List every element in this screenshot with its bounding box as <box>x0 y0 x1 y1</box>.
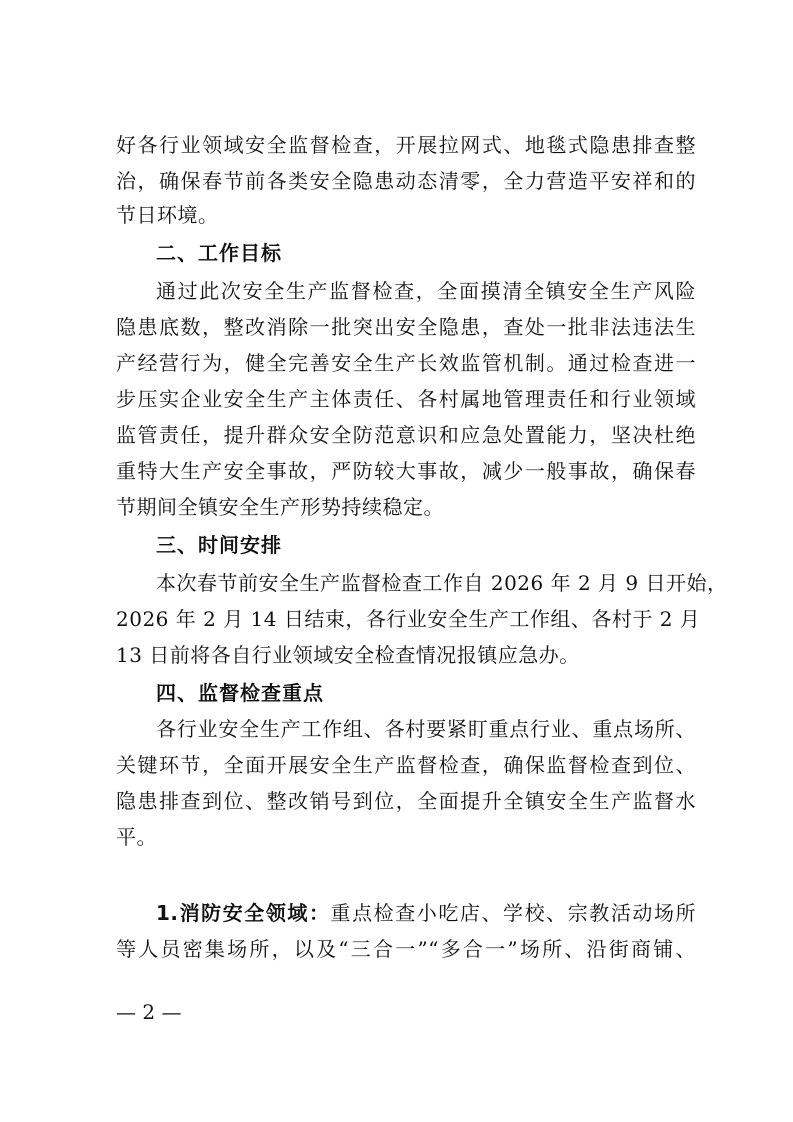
paragraph-line: 本次春节前安全生产监督检查工作自 2026 年 2 月 9 日开始， <box>156 571 728 595</box>
paragraph-line: 2026 年 2 月 14 日结束，各行业安全生产工作组、各村于 2 月 <box>116 607 701 631</box>
paragraph-line: 各行业安全生产工作组、各村要紧盯重点行业、重点场所、 <box>156 717 696 741</box>
paragraph-line: 隐患底数，整改消除一批突出安全隐患，查处一批非法违法生 <box>116 315 696 339</box>
paragraph-line: 关键环节，全面开展安全生产监督检查，确保监督检查到位、 <box>116 753 696 777</box>
fire-safety-text: 重点检查小吃店、学校、宗教活动场所 <box>330 901 697 925</box>
paragraph-line: 平。 <box>116 825 157 849</box>
section-heading-schedule: 三、时间安排 <box>156 533 282 557</box>
page-number: — 2 — <box>116 1000 182 1024</box>
fire-safety-lead: 1.消防安全领域： <box>156 901 331 925</box>
paragraph-line: 产经营行为，健全完善安全生产长效监管机制。通过检查进一 <box>116 351 696 375</box>
paragraph-line: 步压实企业安全生产主体责任、各村属地管理责任和行业领域 <box>116 387 696 411</box>
paragraph-line: 节期间全镇安全生产形势持续稳定。 <box>116 495 444 519</box>
paragraph-line: 治，确保春节前各类安全隐患动态清零，全力营造平安祥和的 <box>116 169 696 193</box>
paragraph-line: 通过此次安全生产监督检查，全面摸清全镇安全生产风险 <box>156 279 696 303</box>
paragraph-line: 好各行业领域安全监督检查，开展拉网式、地毯式隐患排查整 <box>116 133 696 157</box>
paragraph-line-fire-safety <box>156 896 696 930</box>
paragraph-line: 隐患排查到位、整改销号到位，全面提升全镇安全生产监督水 <box>116 789 696 813</box>
paragraph-line: 13 日前将各自行业领域安全检查情况报镇应急办。 <box>116 643 580 667</box>
paragraph-line: 等人员密集场所，以及“三合一”“多合一”场所、沿街商铺、 <box>116 937 696 961</box>
section-heading-inspection-focus: 四、监督检查重点 <box>156 681 324 705</box>
paragraph-line: 监管责任，提升群众安全防范意识和应急处置能力，坚决杜绝 <box>116 423 696 447</box>
paragraph-line: 节日环境。 <box>116 203 219 227</box>
paragraph-line: 重特大生产安全事故，严防较大事故，减少一般事故，确保春 <box>116 459 696 483</box>
section-heading-goals: 二、工作目标 <box>156 241 282 265</box>
